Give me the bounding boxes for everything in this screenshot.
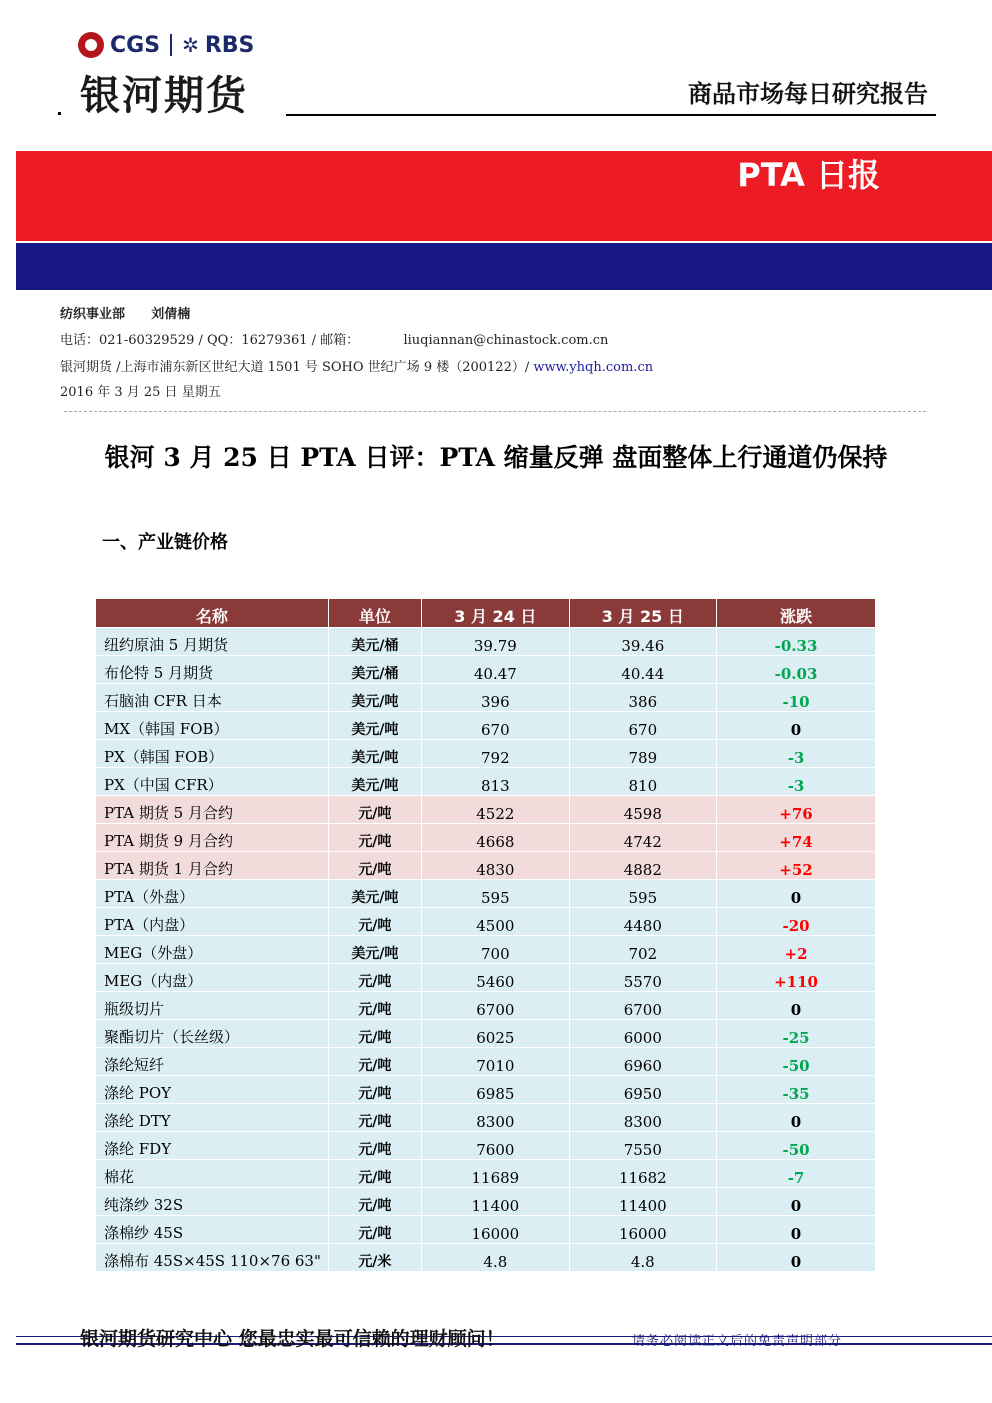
footer-slogan: 银河期货研究中心 您最忠实最可信赖的理财顾问！ [80, 1328, 505, 1350]
row-name: 纽约原油 5 月期货 [96, 628, 329, 656]
table-row [96, 740, 876, 768]
row-unit: 美元/桶 [328, 628, 421, 656]
address-line [60, 356, 653, 375]
price-table [95, 598, 876, 1272]
row-change: -7 [717, 1160, 876, 1188]
row-change: 0 [717, 1104, 876, 1132]
row-value-25: 6000 [569, 1020, 716, 1048]
row-value-25: 39.46 [569, 628, 716, 656]
row-name: 棉花 [96, 1160, 329, 1188]
row-unit: 美元/吨 [328, 880, 421, 908]
contact-line [60, 329, 608, 348]
table-row [96, 656, 876, 684]
header-dot [58, 112, 61, 115]
row-value-25: 40.44 [569, 656, 716, 684]
row-value-25: 4742 [569, 824, 716, 852]
row-value-24: 700 [422, 936, 569, 964]
row-value-24: 4830 [422, 852, 569, 880]
row-value-24: 670 [422, 712, 569, 740]
row-unit: 元/吨 [328, 1048, 421, 1076]
row-change: 0 [717, 712, 876, 740]
table-row [96, 1132, 876, 1160]
table-row [96, 1244, 876, 1272]
row-unit: 元/米 [328, 1244, 421, 1272]
table-row [96, 1020, 876, 1048]
row-unit: 美元/吨 [328, 712, 421, 740]
row-value-24: 813 [422, 768, 569, 796]
header-unit: 单位 [328, 599, 421, 628]
website-link[interactable]: www.yhqh.com.cn [533, 360, 654, 375]
report-date: 2016 年 3 月 25 日 星期五 [60, 385, 221, 400]
header-change: 涨跌 [717, 599, 876, 628]
row-name: 涤纶 DTY [96, 1104, 329, 1132]
row-value-25: 810 [569, 768, 716, 796]
row-unit: 美元/吨 [328, 936, 421, 964]
banner-blue [16, 243, 992, 290]
row-value-24: 4500 [422, 908, 569, 936]
report-type: 商品市场每日研究报告 [688, 80, 928, 108]
email[interactable]: liuqiannan@chinastock.com.cn [403, 333, 609, 348]
footer-disclaimer: 请务必阅读正文后的免责声明部分 [632, 1334, 843, 1349]
row-value-24: 11400 [422, 1188, 569, 1216]
company-name: 银河期货 [80, 73, 248, 119]
row-name: 瓶级切片 [96, 992, 329, 1020]
row-change: +74 [717, 824, 876, 852]
row-name: 涤纶 POY [96, 1076, 329, 1104]
row-unit: 美元/吨 [328, 740, 421, 768]
row-name: 涤纶短纤 [96, 1048, 329, 1076]
row-name: PX（中国 CFR） [96, 768, 329, 796]
table-row [96, 1076, 876, 1104]
row-change: -0.33 [717, 628, 876, 656]
row-unit: 元/吨 [328, 1160, 421, 1188]
row-value-25: 4480 [569, 908, 716, 936]
row-name: 石脑油 CFR 日本 [96, 684, 329, 712]
row-value-25: 6960 [569, 1048, 716, 1076]
row-unit: 元/吨 [328, 1132, 421, 1160]
row-change: 0 [717, 1216, 876, 1244]
table-row [96, 628, 876, 656]
author-line [60, 303, 190, 322]
cgs-logo-icon [78, 32, 104, 58]
row-name: PTA 期货 9 月合约 [96, 824, 329, 852]
row-value-25: 4598 [569, 796, 716, 824]
row-unit: 美元/吨 [328, 768, 421, 796]
row-value-25: 4.8 [569, 1244, 716, 1272]
row-value-24: 4668 [422, 824, 569, 852]
row-value-24: 6700 [422, 992, 569, 1020]
table-row [96, 1160, 876, 1188]
row-name: 纯涤纱 32S [96, 1188, 329, 1216]
table-row [96, 712, 876, 740]
logo-top [78, 30, 254, 60]
row-value-24: 39.79 [422, 628, 569, 656]
row-change: -50 [717, 1048, 876, 1076]
row-name: PTA（外盘） [96, 880, 329, 908]
header-date-24: 3 月 24 日 [422, 599, 569, 628]
row-unit: 元/吨 [328, 824, 421, 852]
row-unit: 元/吨 [328, 852, 421, 880]
table-row [96, 796, 876, 824]
table-row [96, 908, 876, 936]
row-value-25: 11682 [569, 1160, 716, 1188]
table-row [96, 852, 876, 880]
row-value-25: 8300 [569, 1104, 716, 1132]
row-value-24: 16000 [422, 1216, 569, 1244]
table-row [96, 964, 876, 992]
logo-divider [170, 34, 172, 56]
row-value-25: 386 [569, 684, 716, 712]
row-value-24: 6985 [422, 1076, 569, 1104]
row-name: 涤棉布 45S×45S 110×76 63" [96, 1244, 329, 1272]
address-text: 银河期货 /上海市浦东新区世纪大道 1501 号 SOHO 世纪广场 9 楼（200122）/ [60, 360, 534, 375]
row-name: 布伦特 5 月期货 [96, 656, 329, 684]
row-value-25: 6700 [569, 992, 716, 1020]
dashed-divider [64, 411, 926, 412]
table-row [96, 936, 876, 964]
header-date-25: 3 月 25 日 [569, 599, 716, 628]
row-name: 涤棉纱 45S [96, 1216, 329, 1244]
row-value-24: 792 [422, 740, 569, 768]
header-name: 名称 [96, 599, 329, 628]
row-value-25: 702 [569, 936, 716, 964]
row-value-25: 789 [569, 740, 716, 768]
row-value-25: 595 [569, 880, 716, 908]
row-unit: 美元/吨 [328, 684, 421, 712]
header-rule [286, 114, 936, 116]
table-row [96, 1216, 876, 1244]
row-name: MEG（内盘） [96, 964, 329, 992]
row-value-25: 5570 [569, 964, 716, 992]
table-row [96, 768, 876, 796]
row-name: 涤纶 FDY [96, 1132, 329, 1160]
row-change: -20 [717, 908, 876, 936]
row-value-25: 670 [569, 712, 716, 740]
banner-title: PTA 日报 [737, 156, 880, 194]
row-unit: 元/吨 [328, 1020, 421, 1048]
logo-cgs-text: CGS [110, 32, 161, 58]
row-value-24: 595 [422, 880, 569, 908]
table-row [96, 824, 876, 852]
row-change: 0 [717, 1244, 876, 1272]
row-name: PTA 期货 1 月合约 [96, 852, 329, 880]
author-name: 刘倩楠 [151, 307, 191, 322]
row-value-25: 11400 [569, 1188, 716, 1216]
rbs-logo-icon: ✲ [182, 33, 199, 57]
row-name: 聚酯切片（长丝级） [96, 1020, 329, 1048]
report-title: 银河 3 月 25 日 PTA 日评：PTA 缩量反弹 盘面整体上行通道仍保持 [104, 443, 888, 472]
row-unit: 元/吨 [328, 908, 421, 936]
row-value-24: 8300 [422, 1104, 569, 1132]
row-change: -3 [717, 740, 876, 768]
row-change: 0 [717, 1188, 876, 1216]
table-row [96, 684, 876, 712]
row-value-24: 6025 [422, 1020, 569, 1048]
row-name: MX（韩国 FOB） [96, 712, 329, 740]
row-change: -35 [717, 1076, 876, 1104]
table-body [96, 628, 876, 1272]
section-heading: 一、产业链价格 [102, 532, 228, 553]
row-name: PX（韩国 FOB） [96, 740, 329, 768]
table-row [96, 1104, 876, 1132]
table-row [96, 1188, 876, 1216]
row-change: -50 [717, 1132, 876, 1160]
row-unit: 元/吨 [328, 992, 421, 1020]
contact-text: 电话：021-60329529 / QQ：16279361 / 邮箱： [60, 333, 360, 348]
row-change: -0.03 [717, 656, 876, 684]
row-unit: 元/吨 [328, 1188, 421, 1216]
row-change: +110 [717, 964, 876, 992]
row-change: -10 [717, 684, 876, 712]
department: 纺织事业部 [60, 307, 126, 322]
row-value-25: 16000 [569, 1216, 716, 1244]
row-unit: 元/吨 [328, 1216, 421, 1244]
row-value-25: 6950 [569, 1076, 716, 1104]
row-value-24: 5460 [422, 964, 569, 992]
row-change: +52 [717, 852, 876, 880]
table-header-row [96, 599, 876, 628]
row-change: -3 [717, 768, 876, 796]
row-value-24: 7010 [422, 1048, 569, 1076]
table-row [96, 880, 876, 908]
row-unit: 美元/桶 [328, 656, 421, 684]
row-unit: 元/吨 [328, 964, 421, 992]
table-row [96, 992, 876, 1020]
table-row [96, 1048, 876, 1076]
logo-rbs-text: RBS [204, 32, 255, 58]
row-value-24: 40.47 [422, 656, 569, 684]
row-unit: 元/吨 [328, 1076, 421, 1104]
row-change: -25 [717, 1020, 876, 1048]
row-value-24: 7600 [422, 1132, 569, 1160]
row-unit: 元/吨 [328, 1104, 421, 1132]
row-change: +2 [717, 936, 876, 964]
row-change: 0 [717, 880, 876, 908]
row-value-24: 11689 [422, 1160, 569, 1188]
row-value-25: 7550 [569, 1132, 716, 1160]
row-value-24: 4522 [422, 796, 569, 824]
row-change: +76 [717, 796, 876, 824]
row-name: MEG（外盘） [96, 936, 329, 964]
row-value-25: 4882 [569, 852, 716, 880]
row-value-24: 396 [422, 684, 569, 712]
row-change: 0 [717, 992, 876, 1020]
row-value-24: 4.8 [422, 1244, 569, 1272]
row-name: PTA 期货 5 月合约 [96, 796, 329, 824]
row-name: PTA（内盘） [96, 908, 329, 936]
row-unit: 元/吨 [328, 796, 421, 824]
